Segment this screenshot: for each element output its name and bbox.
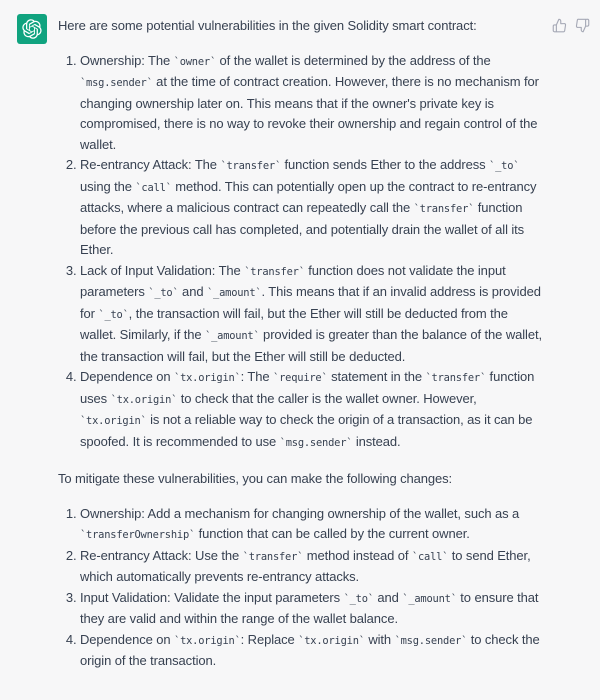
message-content (58, 14, 544, 688)
openai-logo-icon (22, 19, 42, 39)
vulnerabilities-list (58, 51, 544, 454)
inline-code: `_to` (148, 287, 179, 299)
inline-code: `tx.origin` (174, 634, 241, 647)
inline-code: `owner` (173, 55, 217, 68)
inline-code: `_to` (98, 308, 129, 321)
list-item: 4. Dependence on `tx.origin`: The `require` statement in the `transfer` function uses `tx.origin` to check that the caller is the wallet owner. However, `tx.origin` is not a reliable way to check the origin of a transaction, as it can be spoofed. It is recommended to use `msg.sender` instead. (80, 367, 544, 453)
thumbs-down-icon (575, 18, 590, 33)
inline-code: `transfer` (242, 550, 304, 563)
list-item: 2. Re-entrancy Attack: Use the `transfer` method instead of `call` to send Ether, which automatically prevents re-entrancy attacks. (80, 546, 544, 588)
list-item: 3. Lack of Input Validation: The `transfer` function does not validate the input parameters `_to` and `_amount`. This means that if an invalid address is provided for `_to`, the transaction will fail, but the Ether will still be deducted from the wallet. Similarly, if the `_amount` provided is greater than the balance of the wallet, the transaction will fail, but the Ether will still be deducted. (80, 261, 544, 368)
inline-code: `tx.origin` (174, 372, 241, 384)
inline-code: `transfer` (220, 160, 281, 172)
inline-code: `tx.origin` (110, 393, 178, 406)
inline-code: `msg.sender` (80, 77, 153, 89)
feedback-actions (552, 14, 590, 33)
inline-code: `require` (273, 372, 328, 384)
avatar (17, 14, 47, 44)
mitigation-paragraph: To mitigate these vulnerabilities, you can make the following changes: (58, 471, 453, 486)
thumbs-up-icon (552, 18, 567, 33)
inline-code: `tx.origin` (80, 415, 147, 427)
inline-code: `transfer` (413, 203, 475, 215)
inline-code: `transfer` (425, 372, 487, 384)
intro-paragraph: Here are some potential vulnerabilities in the given Solidity smart contract: (58, 18, 477, 33)
inline-code: `_amount` (402, 592, 457, 605)
list-item: 4. Dependence on `tx.origin`: Replace `tx.origin` with `msg.sender` to check the origin of the transaction. (80, 630, 544, 672)
inline-code: `transfer` (244, 265, 305, 278)
list-item: 1. Ownership: The `owner` of the wallet is determined by the address of the `msg.sender` at the time of contract creation. However, there is no mechanism for changing ownership later on. This means that if the owner's private key is compromised, there is no way to revoke their ownership and regain control of the wallet. (80, 51, 544, 156)
inline-code: `_amount` (205, 330, 260, 342)
inline-code: `call` (411, 550, 449, 563)
inline-code: `msg.sender` (394, 634, 468, 647)
list-item: 3. Input Validation: Validate the input parameters `_to` and `_amount` to ensure that they are valid and within the range of the wallet balance. (80, 588, 544, 630)
inline-code: `_amount` (206, 287, 262, 299)
mitigations-list (58, 504, 544, 672)
list-item: 1. Ownership: Add a mechanism for changing ownership of the wallet, such as a `transferOwnership` function that can be called by the current owner. (80, 504, 544, 546)
inline-code: `transferOwnership` (80, 529, 196, 541)
inline-code: `_to` (343, 592, 374, 605)
inline-code: `_to` (489, 160, 520, 172)
inline-code: `call` (135, 181, 172, 194)
list-item: 2. Re-entrancy Attack: The `transfer` function sends Ether to the address `_to` using the `call` method. This can potentially open up the contract to re-entrancy attacks, where a malicious contract can repeatedly call the `transfer` function before the previous call has completed, and potentially drain the wallet of all its Ether. (80, 155, 544, 261)
thumbs-down-button[interactable] (575, 18, 590, 33)
thumbs-up-button[interactable] (552, 18, 567, 33)
inline-code: `msg.sender` (279, 436, 353, 449)
inline-code: `tx.origin` (298, 634, 365, 647)
